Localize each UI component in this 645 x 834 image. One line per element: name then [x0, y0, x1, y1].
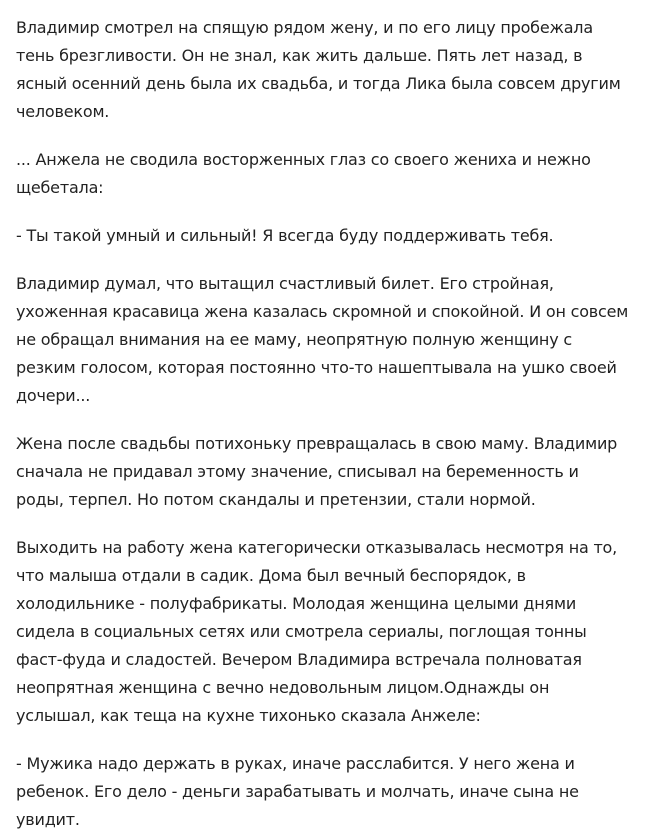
paragraph-2: ... Анжела не сводила восторженных глаз со своего жениха и нежно щебетала: — [16, 150, 591, 197]
paragraph-6: Выходить на работу жена категорически отказывалась несмотря на то, что малыша отдали в садик. Дома был вечный беспорядок, в холодильнике - полуфабрикаты. Молодая женщина целыми днями сидела в социальных сетях или смотрела сериалы, поглощая тонны фаст-фуда и сладостей. Вечером Владимира встречала полноватая неопрятная женщина с вечно недовольным лицом.Однажды он услышал, как теща на кухне тихонько сказала Анжеле: — [16, 538, 618, 725]
paragraph-7: - Мужика надо держать в руках, иначе расслабится. У него жена и ребенок. Его дело - деньги зарабатывать и молчать, иначе сына не увидит. — [16, 754, 579, 829]
paragraph-3: - Ты такой умный и сильный! Я всегда буду поддерживать тебя. — [16, 226, 554, 245]
paragraph-5: Жена после свадьбы потихоньку превращалась в свою маму. Владимир сначала не придавал этому значение, списывал на беременность и роды, терпел. Но потом скандалы и претензии, стали нормой. — [16, 434, 618, 509]
paragraph-4: Владимир думал, что вытащил счастливый билет. Его стройная, ухоженная красавица жена казалась скромной и спокойной. И он совсем не обращал внимания на ее маму, неопрятную полную женщину с резким голосом, которая постоянно что-то нашептывала на ушко своей дочери... — [16, 274, 629, 405]
paragraph-1: Владимир смотрел на спящую рядом жену, и по его лицу пробежала тень брезгливости. Он не знал, как жить дальше. Пять лет назад, в ясный осенний день была их свадьба, и тогда Лика была совсем другим человеком. — [16, 18, 621, 121]
